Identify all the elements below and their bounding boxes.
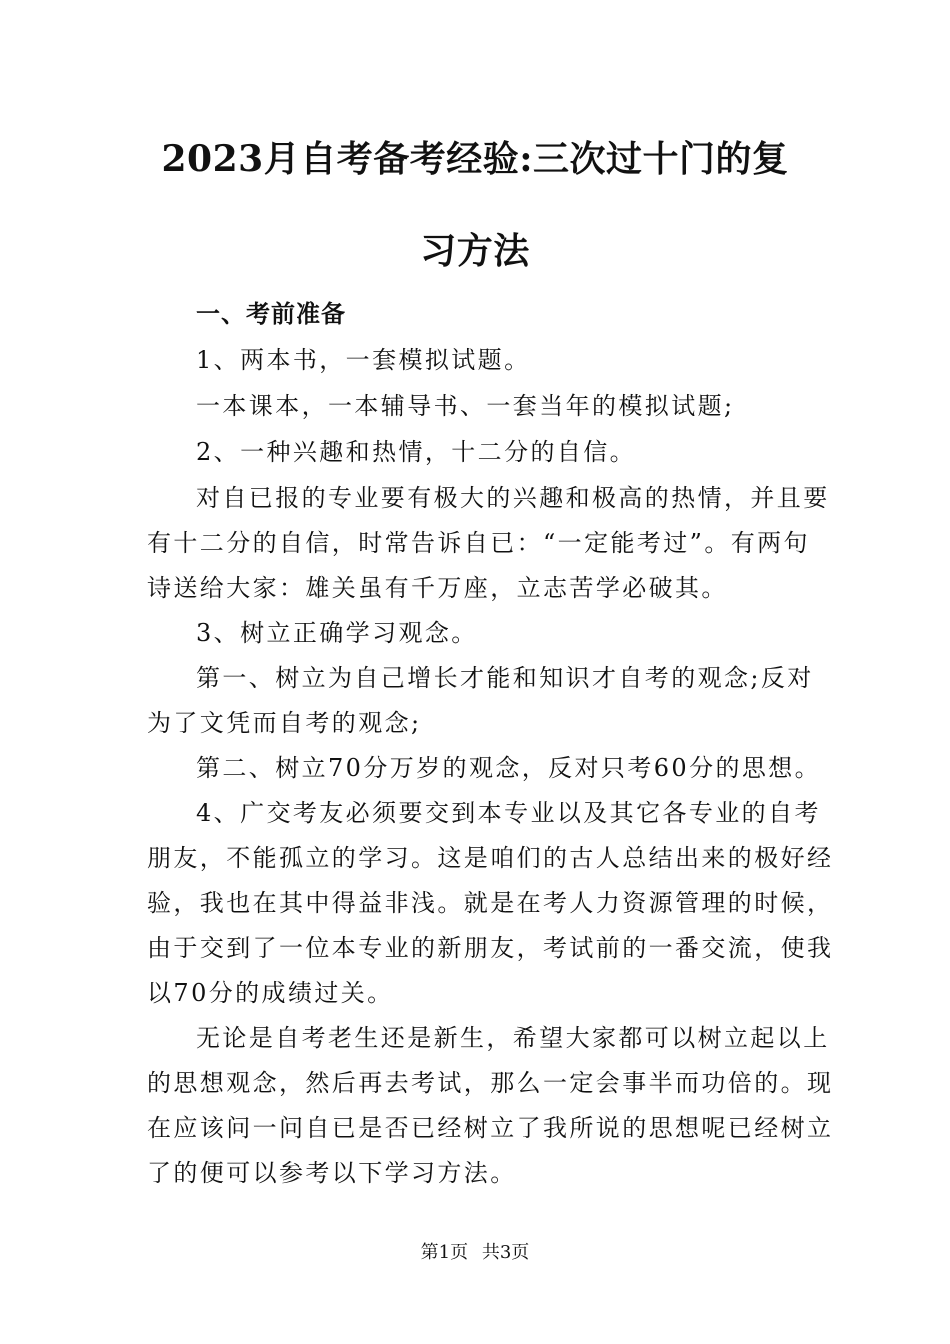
text-line: 第一、树立为自己增长才能和知识才自考的观念;反对 (196, 664, 814, 692)
page-footer (0, 1241, 950, 1265)
text-line: 无论是自考老生还是新生，希望大家都可以树立起以上 (196, 1024, 830, 1052)
text-line: 1、两本书，一套模拟试题。 (196, 346, 531, 374)
text-line: 验，我也在其中得益非浅。就是在考人力资源管理的时候， (147, 889, 834, 917)
text-line: 4、广交考友必须要交到本专业以及其它各专业的自考 (196, 799, 821, 827)
text-line: 在应该问一问自已是否已经树立了我所说的思想呢已经树立 (147, 1114, 834, 1142)
text-line: 为了文凭而自考的观念; (147, 709, 422, 737)
text-line: 了的便可以参考以下学习方法。 (147, 1159, 517, 1187)
page-number: 第1页 (420, 1242, 469, 1263)
document-title-line-2: 习方法 (420, 230, 530, 272)
text-line: 有十二分的自信，时常告诉自已：“一定能考过”。有两句 (147, 529, 810, 557)
text-line: 朋友，不能孤立的学习。这是咱们的古人总结出来的极好经 (147, 844, 834, 872)
text-line: 的思想观念，然后再去考试，那么一定会事半而功倍的。现 (147, 1069, 834, 1097)
section-heading: 一、考前准备 (196, 299, 346, 328)
page-total: 共3页 (481, 1242, 530, 1263)
text-line: 第二、树立70分万岁的观念，反对只考60分的思想。 (196, 754, 822, 782)
text-line: 2、一种兴趣和热情，十二分的自信。 (196, 438, 637, 466)
text-line: 一本课本，一本辅导书、一套当年的模拟试题; (196, 392, 735, 420)
text-line: 由于交到了一位本专业的新朋友，考试前的一番交流，使我 (147, 934, 834, 962)
text-line: 以70分的成绩过关。 (147, 979, 394, 1007)
text-line: 对自已报的专业要有极大的兴趣和极高的热情，并且要 (196, 484, 830, 512)
text-line: 3、树立正确学习观念。 (196, 619, 478, 647)
document-title-line-1: 2023月自考备考经验:三次过十门的复 (161, 138, 789, 180)
text-line: 诗送给大家：雄关虽有千万座，立志苦学必破其。 (147, 574, 728, 602)
